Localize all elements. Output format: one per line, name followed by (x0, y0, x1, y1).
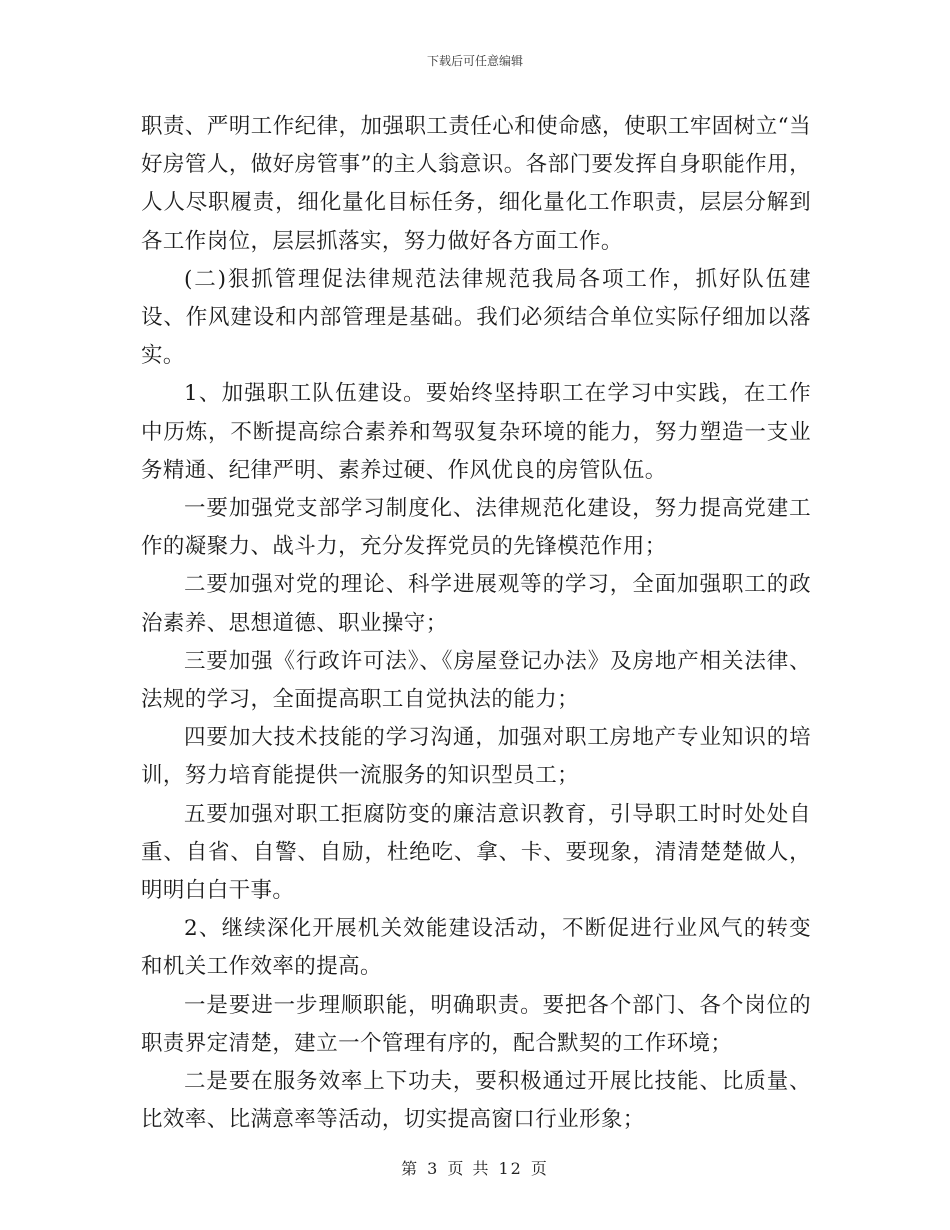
paragraph-6: 三要加强《行政许可法》、《房屋登记办法》及房地产相关法律、法规的学习，全面提高职工自觉执法的能力； (141, 648, 811, 713)
footer-suffix: 页 (530, 1159, 549, 1178)
footer-total-pages: 12 (498, 1159, 523, 1178)
paragraph-3: 1、加强职工队伍建设。要始终坚持职工在学习中实践，在工作中历炼，不断提高综合素养和驾驭复杂环境的能力，努力塑造一支业务精通、纪律严明、素养过硬、作风优良的房管队伍。 (141, 381, 811, 483)
paragraph-4: 一要加强党支部学习制度化、法律规范化建设，努力提高党建工作的凝聚力、战斗力，充分发挥党员的先锋模范作用； (141, 496, 811, 560)
paragraph-7: 四要加大技术技能的学习沟通，加强对职工房地产专业知识的培训，努力培育能提供一流服务的知识型员工； (141, 725, 811, 789)
page-footer (0, 1156, 950, 1179)
paragraph-2: (二)狠抓管理促法律规范法律规范我局各项工作，抓好队伍建设、作风建设和内部管理是基础。我们必须结合单位实际仔细加以落实。 (141, 266, 811, 369)
page-header (0, 52, 950, 69)
footer-prefix: 第 (401, 1159, 420, 1178)
paragraph-10: 一是要进一步理顺职能，明确职责。要把各个部门、各个岗位的职责界定清楚，建立一个管理有序的，配合默契的工作环境； (141, 992, 811, 1056)
paragraph-1: 职责、严明工作纪律，加强职工责任心和使命感，使职工牢固树立“当好房管人，做好房管事”的主人翁意识。各部门要发挥自身职能作用，人人尽职履责，细化量化目标任务，细化量化工作职责，层层分解到各工作岗位，层层抓落实，努力做好各方面工作。 (141, 114, 811, 254)
document-body (141, 108, 811, 1139)
paragraph-9: 2、继续深化开展机关效能建设活动，不断促进行业风气的转变和机关工作效率的提高。 (141, 916, 811, 980)
paragraph-11: 二是要在服务效率上下功夫，要积极通过开展比技能、比质量、比效率、比满意率等活动，切实提高窗口行业形象； (141, 1069, 811, 1133)
paragraph-8: 五要加强对职工拒腐防变的廉洁意识教育，引导职工时时处处自重、自省、自警、自励，杜绝吃、拿、卡、要现象，清清楚楚做人，明明白白干事。 (141, 801, 811, 904)
paragraph-5: 二要加强对党的理论、科学进展观等的学习，全面加强职工的政治素养、思想道德、职业操守； (141, 572, 811, 636)
header-note: 下载后可任意编辑 (426, 54, 523, 68)
footer-mid: 页 共 (447, 1159, 491, 1178)
footer-current-page: 3 (427, 1159, 440, 1178)
